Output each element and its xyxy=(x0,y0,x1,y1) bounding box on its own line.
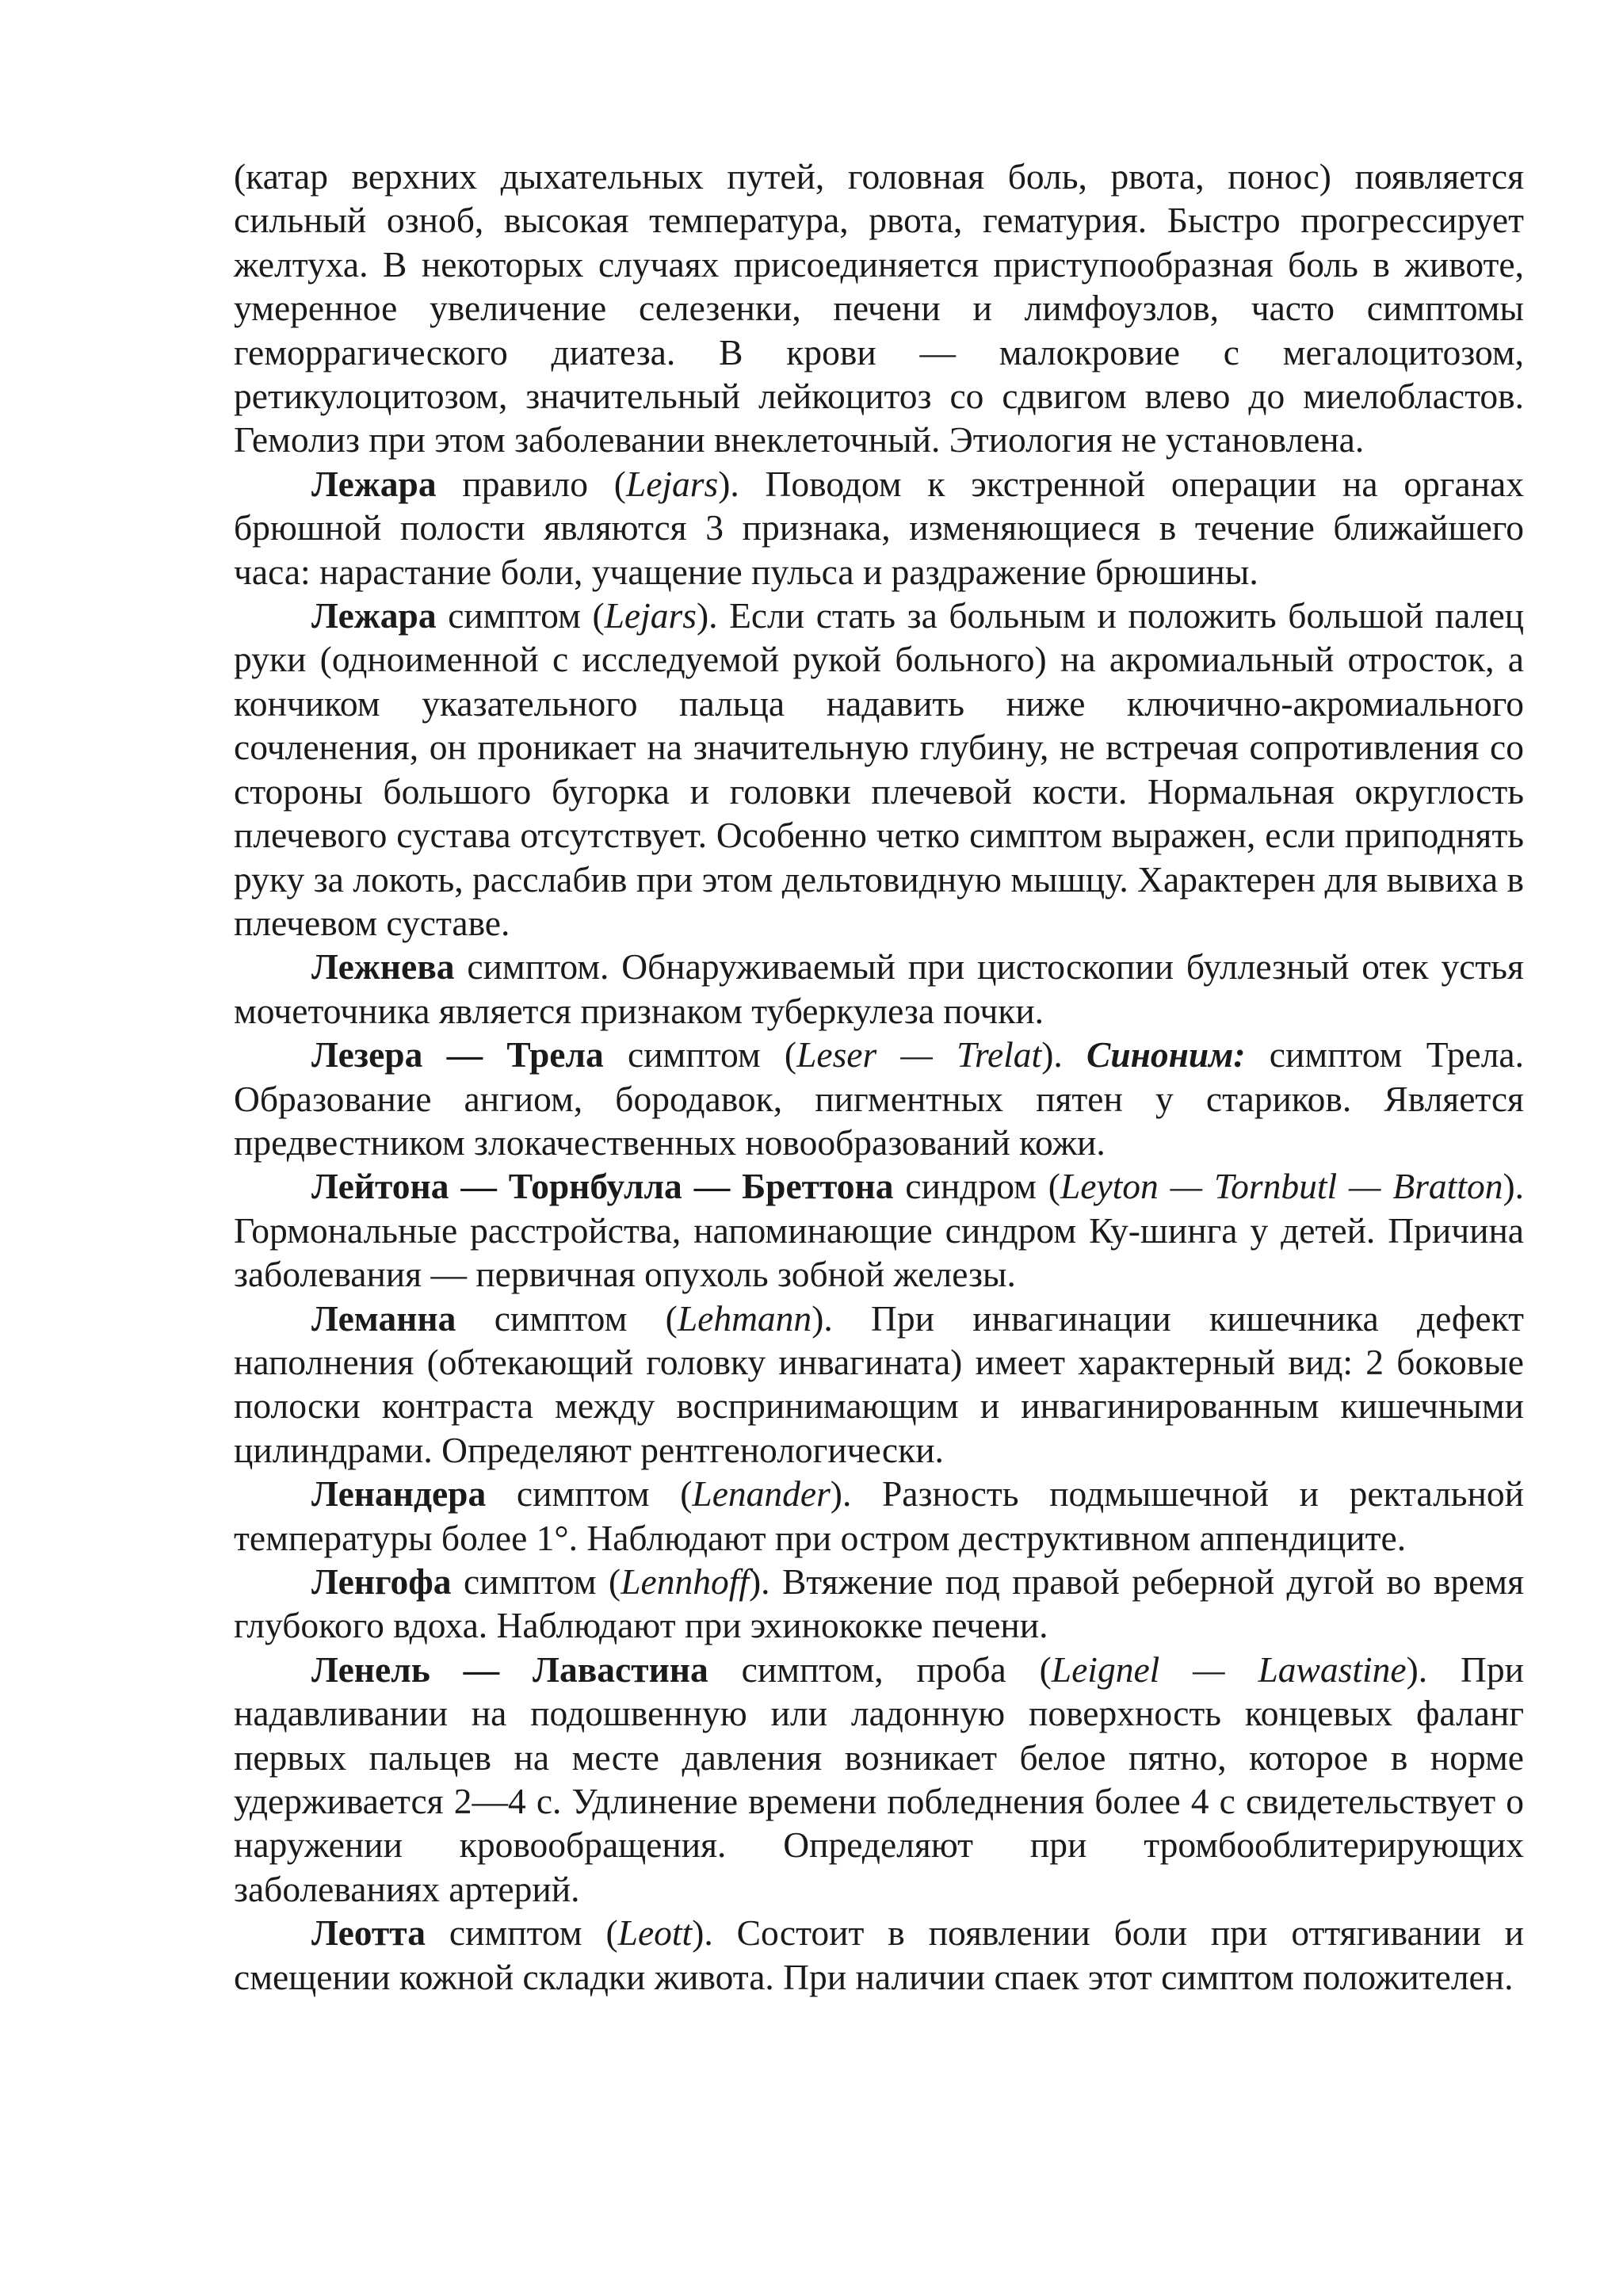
term-latin: Leyton — Tornbutl — Bratton xyxy=(1060,1166,1503,1207)
body-text: ). Разность подмышечной и ректальной температуры более 1°. Наблюдают при остром деструктивном аппендиците. xyxy=(234,1473,1524,1558)
entry-lejars-symptom xyxy=(234,594,1524,945)
entry-leott-symptom xyxy=(234,1911,1524,1999)
entry-lennhoff-symptom xyxy=(234,1560,1524,1648)
entry-leyton-tornbull-bratton-syndrome xyxy=(234,1164,1524,1296)
body-text: симптом, проба ( xyxy=(708,1648,1052,1690)
entry-lehmann-symptom xyxy=(234,1297,1524,1473)
term-latin: Leott xyxy=(617,1912,693,1954)
body-text: симптом ( xyxy=(486,1473,693,1515)
body-text: ). При инвагинации кишечника дефект наполнения (обтекающий головку инвагината) имеет характерный вид: 2 боковые полоски контраста между воспринимающим и инвагинированным кишечными цилиндрами. Определяют рентгенологически. xyxy=(234,1297,1524,1470)
entry-lezhnev-symptom xyxy=(234,945,1524,1033)
term-bold: Лежнева xyxy=(311,946,455,988)
document-page xyxy=(234,155,1524,1999)
term-latin: Leignel — Lawastine xyxy=(1051,1648,1407,1690)
body-text: ). Поводом к экстренной операции на органах брюшной полости являются 3 признака, изменяющиеся в течение ближайшего часа: нарастание боли, учащение пульса и раздражение брюшины. xyxy=(234,463,1524,592)
body-text: ). Гормональные расстройства, напоминающие синдром Ку-шинга у детей. Причина заболевания — первичная опухоль зобной железы. xyxy=(234,1166,1524,1295)
body-text: симптом ( xyxy=(603,1034,797,1075)
entry-lenander-symptom xyxy=(234,1472,1524,1560)
term-bold: Лезера — Трела xyxy=(311,1034,604,1075)
term-latin: Lejars xyxy=(625,463,719,504)
body-text: симптом Трела. Образование ангиом, бородавок, пигментных пятен у стариков. Является предвестником злокачественных новообразований кожи. xyxy=(234,1034,1524,1163)
body-text: симптом ( xyxy=(451,1561,621,1602)
term-bold: Ленандера xyxy=(311,1473,487,1515)
term-latin: Lenander xyxy=(692,1473,831,1515)
body-text: правило ( xyxy=(436,463,626,504)
body-text: ). xyxy=(1041,1034,1086,1075)
entry-leignel-lawastine-symptom xyxy=(234,1648,1524,1911)
body-text: ). Если стать за больным и положить большой палец руки (одноименной с исследуемой рукой больного) на акромиальный отросток, а кончиком указательного пальца надавить ниже ключично-акромиального сочленения, он проникает на значительную глубину, не встречая сопротивления со стороны большого бугорка и головки плечевой кости. Нормальная округлость плечевого сустава отсутствует. Особенно четко симптом выражен, если приподнять руку за локоть, расслабив при этом дельтовидную мышцу. Характерен для вывиха в плечевом суставе. xyxy=(234,595,1524,943)
body-text: ). При надавливании на подошвенную или ладонную поверхность концевых фаланг первых пальцев на месте давления возникает белое пятно, которое в норме удерживается 2—4 с. Удлинение времени побледнения более 4 с свидетельствует о наружении кровообращения. Определяют при тромбооблитерирующих заболеваниях артерий. xyxy=(234,1648,1524,1909)
term-bold: Ленгофа xyxy=(311,1561,452,1602)
term-bold: Ленель — Лавастина xyxy=(311,1648,708,1690)
term-bold: Леманна xyxy=(311,1297,456,1339)
entry-lejars-rule xyxy=(234,462,1524,594)
term-bold: Леотта xyxy=(311,1912,426,1954)
body-text: ). Втяжение под правой реберной дугой во время глубокого вдоха. Наблюдают при эхинококке печени. xyxy=(234,1561,1524,1646)
body-text: симптом. Обнаруживаемый при цистоскопии буллезный отек устья мочеточника является признаком туберкулеза почки. xyxy=(234,946,1524,1031)
term-latin: Lejars xyxy=(604,595,697,636)
body-text: ). Состоит в появлении боли при оттягивании и смещении кожной складки живота. При наличии спаек этот симптом положителен. xyxy=(234,1912,1524,1997)
term-latin: Leser — Trelat xyxy=(796,1034,1042,1075)
term-latin: Lennhoff xyxy=(621,1561,749,1602)
body-text: симптом ( xyxy=(436,595,605,636)
entry-leser-trelat-symptom xyxy=(234,1033,1524,1164)
body-text: (катар верхних дыхательных путей, головная боль, рвота, понос) появляется сильный озноб, высокая температура, рвота, гематурия. Быстро прогрессирует желтуха. В некоторых случаях присоединяется приступообразная боль в животе, умеренное увеличение селезенки, печени и лимфоузлов, часто симптомы геморрагического диатеза. В крови — малокровие с мегалоцитозом, ретикулоцитозом, значительный лейкоцитоз со сдвигом влево до миелобластов. Гемолиз при этом заболевании внеклеточный. Этиология не установлена. xyxy=(234,156,1524,460)
term-bold: Лежара xyxy=(311,463,437,504)
term-bold: Лейтона — Торнбулла — Бреттона xyxy=(311,1166,894,1207)
body-text: симптом ( xyxy=(425,1912,618,1954)
term-latin: Lehmann xyxy=(677,1297,812,1339)
term-bold: Лежара xyxy=(311,595,437,636)
body-text: синдром ( xyxy=(893,1166,1060,1207)
paragraph-continuation xyxy=(234,155,1524,462)
synonym-label: Синоним: xyxy=(1086,1034,1246,1075)
body-text: симптом ( xyxy=(456,1297,678,1339)
